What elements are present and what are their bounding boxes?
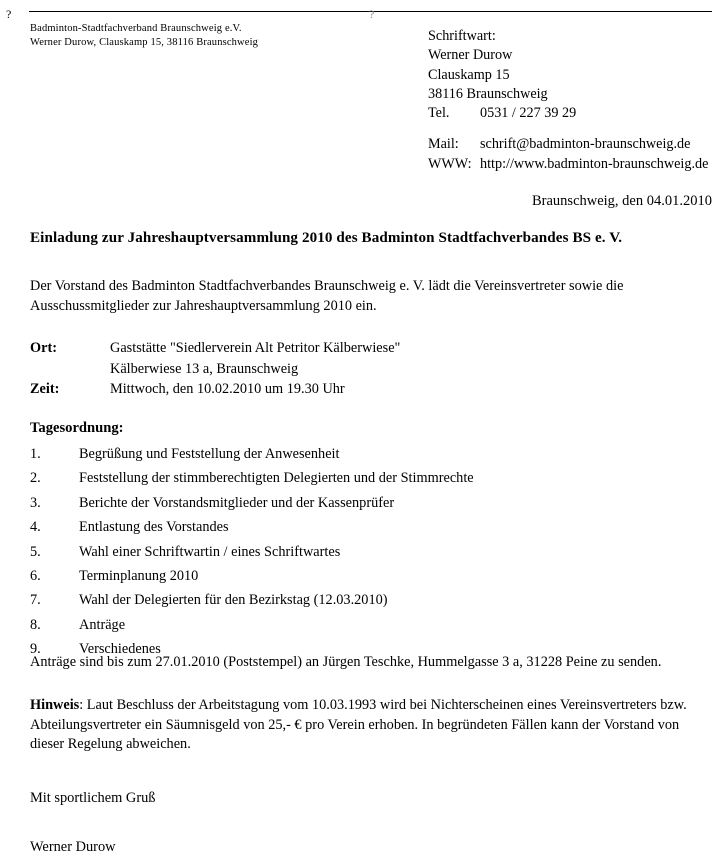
notice-paragraph — [30, 696, 706, 755]
contact-name: Werner Durow — [428, 47, 513, 64]
agenda-item-number: 5. — [30, 543, 41, 560]
notice-label: Hinweis — [30, 697, 80, 713]
contact-street: Clauskamp 15 — [428, 66, 510, 83]
agenda-item-text: Wahl der Delegierten für den Bezirkstag (12.03.2010) — [79, 592, 388, 609]
event-place-value: Gaststätte "Siedlerverein Alt Petritor Kälberwiese" — [110, 340, 401, 356]
contact-block-spacer — [428, 123, 723, 135]
event-place-row — [30, 338, 630, 359]
agenda-item — [30, 564, 630, 588]
agenda-item-number: 8. — [30, 616, 41, 633]
contact-city: 38116 Braunschweig — [428, 85, 548, 102]
contact-www-value[interactable]: http://www.badminton-braunschweig.de — [480, 155, 709, 172]
contact-phone-label: Tel. — [428, 105, 450, 122]
event-place-row-second — [30, 359, 630, 380]
contact-details-block — [428, 27, 723, 174]
agenda-item — [30, 491, 630, 515]
event-time-row — [30, 379, 630, 400]
agenda-item-number: 6. — [30, 568, 41, 585]
intro-paragraph: Der Vorstand des Badminton Stadtfachverbandes Braunschweig e. V. lädt die Vereinsvertreter sowie die Ausschussmitglieder zur Jahreshauptversammlung 2010 ein. — [30, 278, 624, 314]
agenda-item-text: Anträge — [79, 616, 126, 633]
agenda-item-text: Berichte der Vorstandsmitglieder und der Kassenprüfer — [79, 494, 395, 511]
event-place-label: Ort: — [30, 340, 57, 356]
agenda-item-number: 7. — [30, 592, 41, 609]
agenda-item-text: Entlastung des Vorstandes — [79, 519, 229, 536]
sender-person-address: Werner Durow, Clauskamp 15, 38116 Braunschweig — [30, 36, 259, 48]
agenda-item — [30, 588, 630, 612]
sender-organisation: Badminton-Stadtfachverband Braunschweig e.V. — [30, 23, 242, 34]
contact-www-row — [428, 155, 723, 174]
motions-deadline-paragraph: Anträge sind bis zum 27.01.2010 (Poststempel) an Jürgen Teschke, Hummelgasse 3 a, 31228 Peine zu senden. — [30, 654, 662, 670]
document-title: Einladung zur Jahreshauptversammlung 2010 des Badminton Stadtfachverbandes BS e. V. — [30, 230, 623, 246]
agenda-item-text: Wahl einer Schriftwartin / eines Schriftwartes — [79, 543, 341, 560]
event-place-value-2: Kälberwiese 13 a, Braunschweig — [110, 360, 299, 377]
agenda-item-number: 3. — [30, 494, 41, 511]
field-marker-middle: ? — [369, 7, 375, 21]
agenda-item-number: 1. — [30, 446, 41, 462]
contact-www-label: WWW: — [428, 155, 472, 172]
contact-mail-label: Mail: — [428, 136, 459, 153]
agenda-item — [30, 613, 630, 637]
notice-text: : Laut Beschluss der Arbeitstagung vom 10.03.1993 wird bei Nichterscheinen eines Vereinsvertreters bzw. Abteilungsvertreter ein Säumnisgeld von 25,- € pro Verein erhoben. In begründeten Fällen kann der Vorstand von dieser Regelung abweichen. — [30, 697, 687, 753]
sender-address-block — [30, 22, 410, 49]
place-and-date-line: Braunschweig, den 04.01.2010 — [531, 193, 712, 209]
agenda-list — [30, 442, 630, 662]
agenda-item-number: 2. — [30, 470, 41, 487]
agenda-item-number: 9. — [30, 641, 41, 658]
contact-phone-row — [428, 104, 723, 123]
event-time-value: Mittwoch, den 10.02.2010 um 19.30 Uhr — [110, 381, 345, 398]
contact-mail-row — [428, 135, 723, 154]
field-marker-left: ? — [6, 7, 12, 21]
closing-signature-name: Werner Durow — [30, 839, 116, 855]
agenda-item-number: 4. — [30, 519, 41, 536]
contact-mail-value[interactable]: schrift@badminton-braunschweig.de — [480, 136, 691, 153]
agenda-item-text: Feststellung der stimmberechtigten Delegierten und der Stimmrechte — [79, 470, 474, 487]
agenda-heading: Tagesordnung: — [30, 420, 124, 436]
event-details-block — [30, 338, 630, 400]
closing-greeting: Mit sportlichem Gruß — [30, 790, 156, 806]
contact-role: Schriftwart: — [428, 28, 496, 44]
agenda-item — [30, 515, 630, 539]
event-time-label: Zeit: — [30, 381, 60, 398]
agenda-item — [30, 540, 630, 564]
agenda-item-text: Verschiedenes — [79, 641, 161, 658]
agenda-item — [30, 442, 630, 466]
agenda-item-text: Begrüßung und Feststellung der Anwesenheit — [79, 446, 340, 462]
agenda-item-text: Terminplanung 2010 — [79, 568, 199, 585]
contact-phone-value: 0531 / 227 39 29 — [480, 105, 577, 122]
agenda-item — [30, 466, 630, 490]
